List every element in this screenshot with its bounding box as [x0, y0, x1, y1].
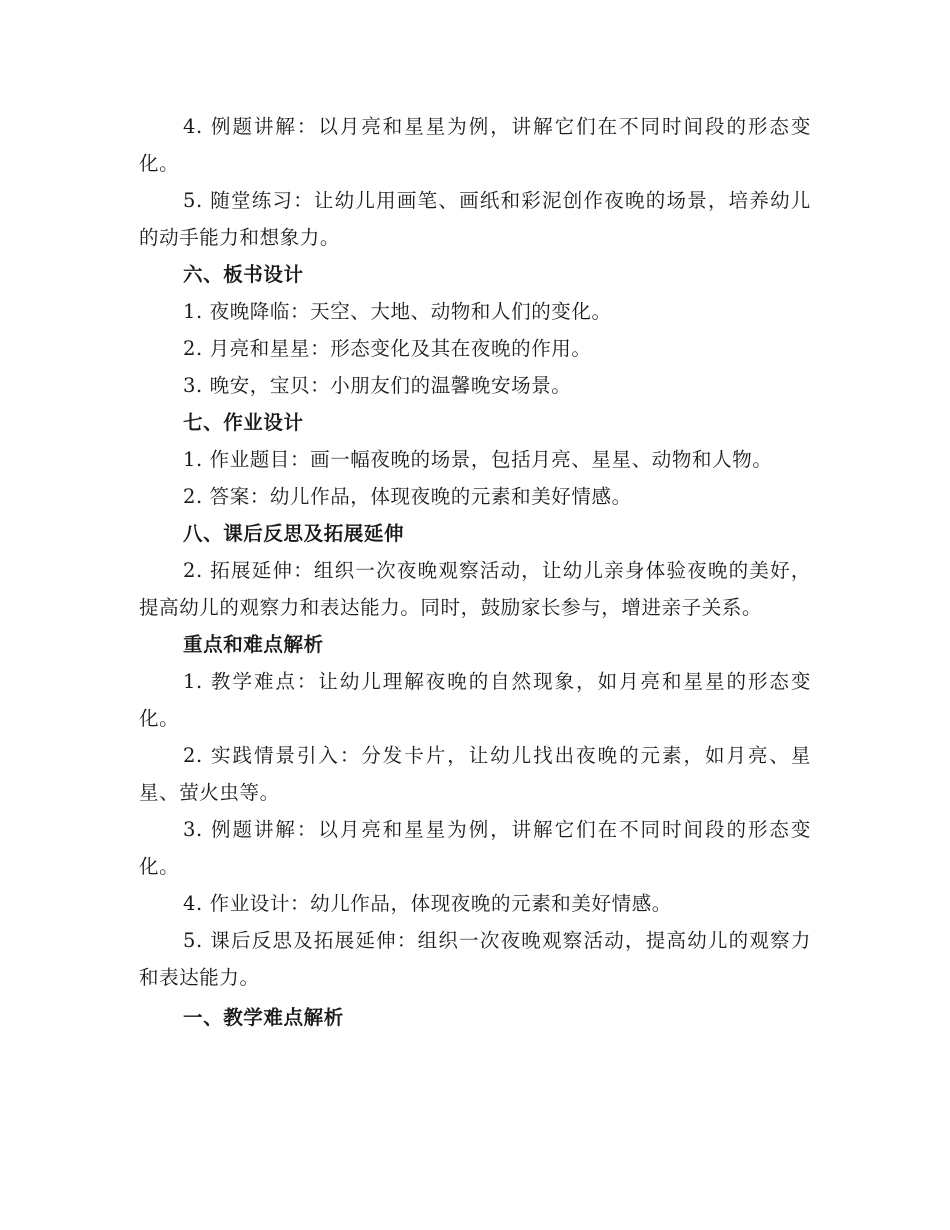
paragraph-example-explanation: 4. 例题讲解：以月亮和星星为例，讲解它们在不同时间段的形态变化。 [139, 115, 811, 175]
paragraph-key-scenario: 2. 实践情景引入：分发卡片，让幼儿找出夜晚的元素，如月亮、星星、萤火虫等。 [139, 744, 811, 804]
paragraph-extension: 2. 拓展延伸：组织一次夜晚观察活动，让幼儿亲身体验夜晚的美好，提高幼儿的观察力和表达能力。同时，鼓励家长参与，增进亲子关系。 [139, 559, 811, 619]
document-body [139, 108, 811, 1036]
section-heading-homework-design: 七、作业设计 [183, 411, 304, 434]
paragraph-homework-topic: 1. 作业题目：画一幅夜晚的场景，包括月亮、星星、动物和人物。 [183, 448, 773, 471]
paragraph-key-reflection: 5. 课后反思及拓展延伸：组织一次夜晚观察活动，提高幼儿的观察力和表达能力。 [139, 929, 811, 989]
paragraph-homework-answer: 2. 答案：幼儿作品，体现夜晚的元素和美好情感。 [183, 485, 632, 508]
section-heading-key-points: 重点和难点解析 [183, 633, 324, 656]
paragraph-key-example: 3. 例题讲解：以月亮和星星为例，讲解它们在不同时间段的形态变化。 [139, 818, 811, 878]
paragraph-board-item-3: 3. 晚安，宝贝：小朋友们的温馨晚安场景。 [183, 374, 572, 397]
section-heading-difficulty-analysis: 一、教学难点解析 [183, 1006, 344, 1029]
paragraph-class-practice: 5. 随堂练习：让幼儿用画笔、画纸和彩泥创作夜晚的场景，培养幼儿的动手能力和想象力。 [139, 189, 811, 249]
section-heading-reflection-extension: 八、课后反思及拓展延伸 [183, 522, 405, 545]
paragraph-board-item-2: 2. 月亮和星星：形态变化及其在夜晚的作用。 [183, 337, 592, 360]
paragraph-board-item-1: 1. 夜晚降临：天空、大地、动物和人们的变化。 [183, 300, 612, 323]
paragraph-key-homework: 4. 作业设计：幼儿作品，体现夜晚的元素和美好情感。 [183, 892, 672, 915]
section-heading-board-design: 六、板书设计 [183, 263, 304, 286]
paragraph-key-difficulty: 1. 教学难点：让幼儿理解夜晚的自然现象，如月亮和星星的形态变化。 [139, 670, 811, 730]
